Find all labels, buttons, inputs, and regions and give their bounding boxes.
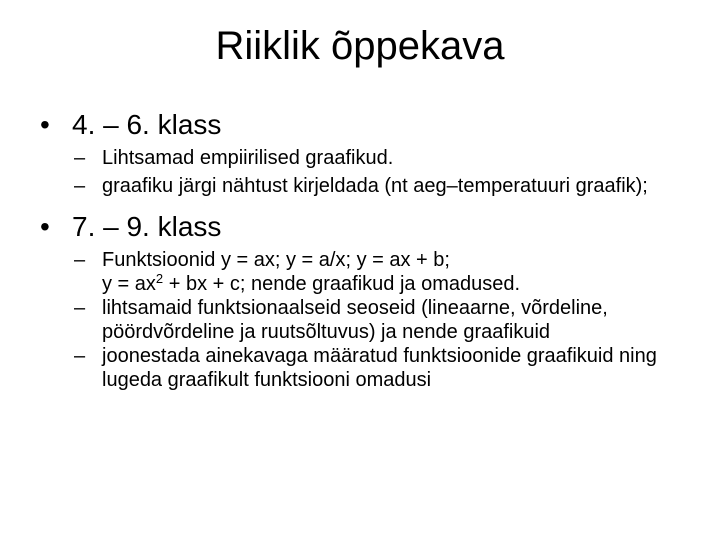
list-item — [74, 296, 700, 344]
dash-icon: – — [74, 175, 86, 197]
formula-line-1: Funktsioonid y = ax; y = a/x; y = ax + b; — [102, 249, 450, 271]
dash-icon: – — [74, 249, 86, 271]
dash-icon: – — [74, 345, 86, 367]
slide-title: Riiklik õppekava — [215, 24, 505, 68]
list-item — [74, 344, 700, 392]
dash-icon: – — [74, 147, 86, 169]
heading-text: 4. – 6. klass — [72, 109, 222, 140]
list-item-text: joonestada ainekavaga määratud funktsioonide graafikuid ning lugeda graafikult funktsiooni omadusi — [102, 345, 657, 391]
slide-content — [40, 108, 700, 392]
list-item-text: Lihtsamad empiirilised graafikud. — [102, 147, 394, 169]
list-item-text: graafiku järgi nähtust kirjeldada (nt aeg–temperatuuri graafik); — [102, 175, 648, 197]
section-heading-4-6 — [40, 108, 700, 142]
formula-line-2-prefix: y = ax — [102, 273, 156, 295]
list-item — [74, 248, 700, 296]
list-item-text — [102, 248, 700, 296]
exponent: 2 — [155, 271, 164, 286]
list-item-text: lihtsamaid funktsionaalseid seoseid (lineaarne, võrdeline, pöördvõrdeline ja ruutsõltuvus) ja nende graafikuid — [102, 297, 608, 343]
bullet-icon: • — [40, 109, 50, 140]
section-heading-7-9 — [40, 210, 700, 244]
formula-line-2-suffix: + bx + c; nende graafikud ja omadused. — [163, 273, 521, 295]
list-item — [74, 146, 700, 170]
dash-icon: – — [74, 297, 86, 319]
bullet-icon: • — [40, 211, 50, 242]
heading-text: 7. – 9. klass — [72, 211, 222, 242]
list-item — [74, 174, 700, 198]
